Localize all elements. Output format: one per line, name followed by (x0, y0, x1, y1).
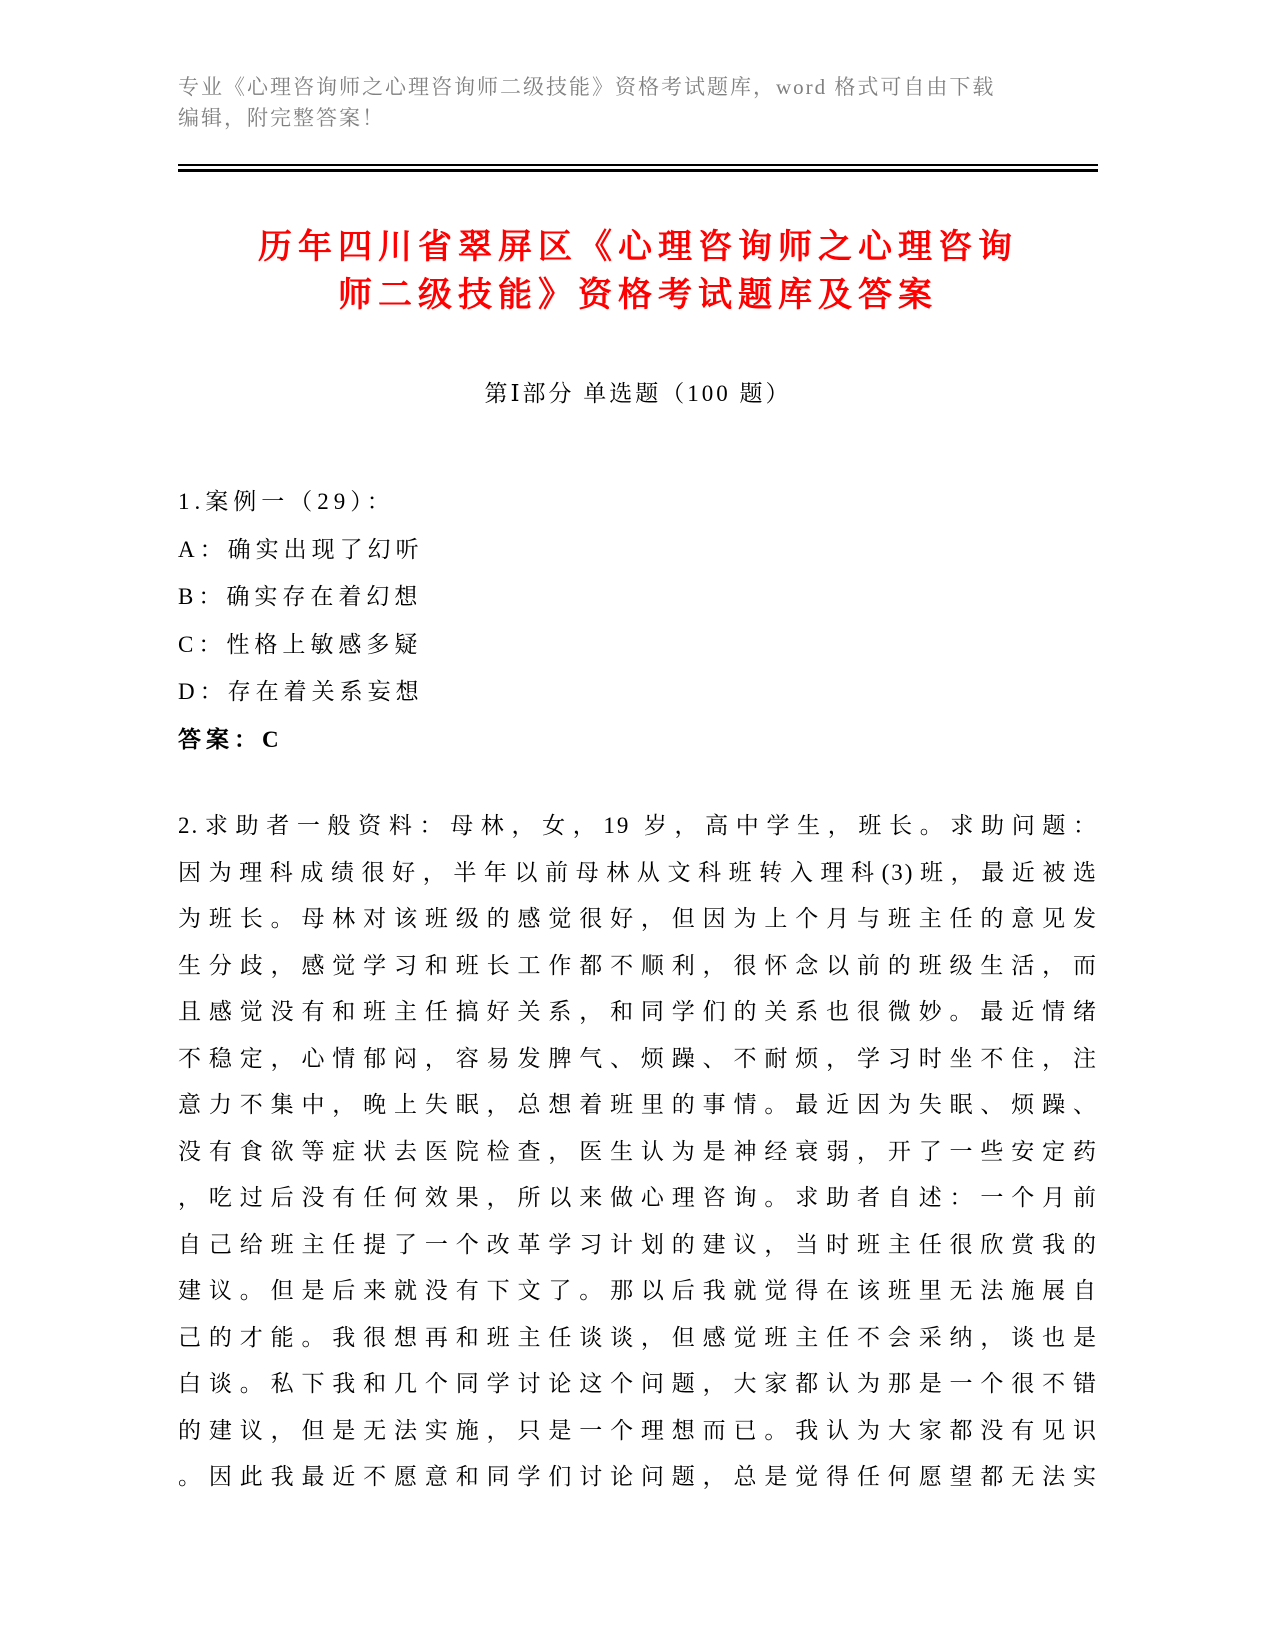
question-2-line: 生分歧，感觉学习和班长工作都不顺利，很怀念以前的班级生活，而 (178, 952, 1098, 978)
header-disclaimer-line-1: 专业《心理咨询师之心理咨询师二级技能》资格考试题库，word 格式可自由下载 (178, 75, 996, 99)
question-1-option-b: B：确实存在着幻想 (178, 584, 423, 609)
page-header (178, 72, 1098, 134)
question-2-line: 白谈。私下我和几个同学讨论这个问题，大家都认为那是一个很不错 (178, 1371, 1098, 1396)
question-2-line: 。因此我最近不愿意和同学们讨论问题，总是觉得任何愿望都无法实 (178, 1464, 1098, 1489)
question-1-stem: 1.案例一（29）： (178, 489, 395, 514)
question-2-line: 且感觉没有和班主任搞好关系，和同学们的关系也很微妙。最近情绪 (178, 999, 1098, 1024)
question-2-line: ，吃过后没有任何效果，所以来做心理咨询。求助者自述：一个月前 (178, 1185, 1098, 1210)
document-title-line-2: 师二级技能》资格考试题库及答案 (338, 277, 938, 314)
question-2-line: 自己给班主任提了一个改革学习计划的建议，当时班主任很欣赏我的 (178, 1231, 1098, 1257)
document-title (178, 224, 1098, 320)
question-1-option-a: A：确实出现了幻听 (178, 536, 424, 562)
question-2-line: 没有食欲等症状去医院检查，医生认为是神经衰弱，开了一些安定药 (178, 1138, 1098, 1164)
question-1 (178, 478, 1098, 763)
question-2-line: 为班长。母林对该班级的感觉很好，但因为上个月与班主任的意见发 (178, 906, 1098, 931)
question-2-line: 建议。但是后来就没有下文了。那以后我就觉得在该班里无法施展自 (178, 1278, 1098, 1303)
document-title-line-1: 历年四川省翠屏区《心理咨询师之心理咨询 (258, 229, 1018, 266)
question-1-answer: 答案：C (178, 726, 284, 752)
question-2-line: 因为理科成绩很好，半年以前母林从文科班转入理科(3)班，最近被选 (178, 859, 1098, 885)
question-1-option-d: D：存在着关系妄想 (178, 679, 424, 704)
section-heading: 第Ⅰ部分 单选题（100 题） (484, 381, 792, 406)
question-2-line: 意力不集中，晚上失眠，总想着班里的事情。最近因为失眠、烦躁、 (178, 1092, 1098, 1117)
question-2-line: 2.求助者一般资料：母林，女，19 岁，高中学生，班长。求助问题： (178, 813, 1098, 838)
question-2 (178, 803, 1098, 1501)
question-2-line: 的建议，但是无法实施，只是一个理想而已。我认为大家都没有见识 (178, 1417, 1098, 1443)
question-2-line: 不稳定，心情郁闷，容易发脾气、烦躁、不耐烦，学习时坐不住，注 (178, 1045, 1098, 1071)
question-2-line: 己的才能。我很想再和班主任谈谈，但感觉班主任不会采纳，谈也是 (178, 1324, 1098, 1350)
question-1-option-c: C：性格上敏感多疑 (178, 631, 423, 657)
header-disclaimer-line-2: 编辑，附完整答案！ (178, 106, 385, 130)
header-divider (178, 164, 1098, 172)
